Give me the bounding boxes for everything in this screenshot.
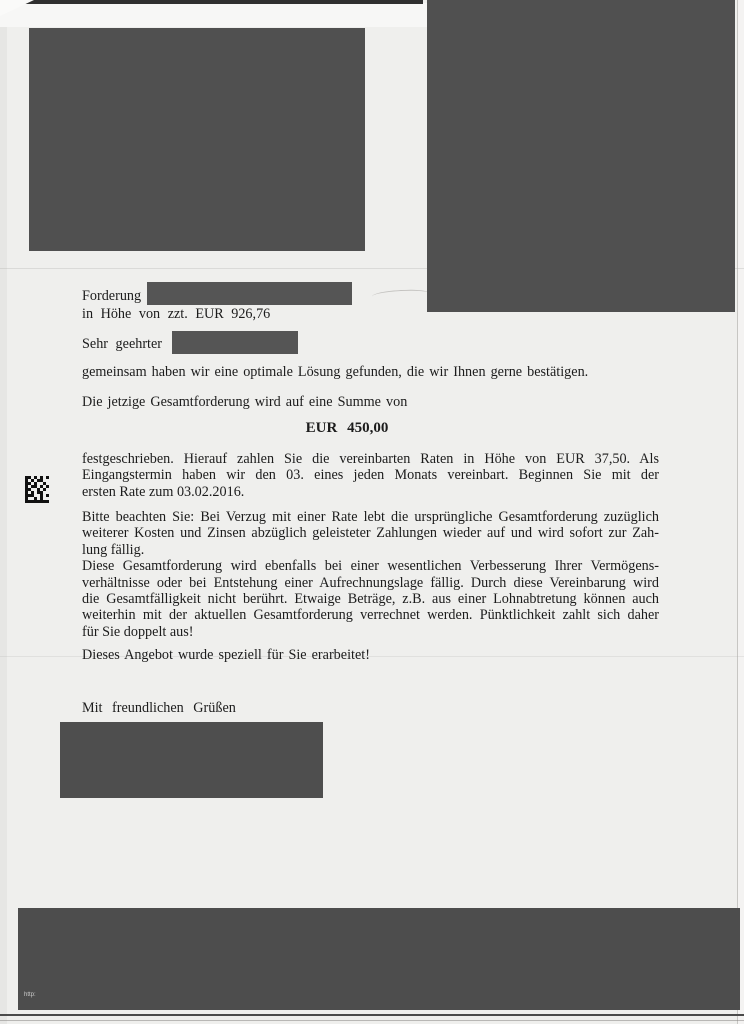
redaction-signature	[60, 722, 323, 798]
settlement-amount: EUR 450,00	[305, 420, 389, 436]
lead-in-line: Die jetzige Gesamtforderung wird auf eine Summe von	[82, 394, 408, 410]
scan-top-band	[0, 3, 427, 27]
intro-line: gemeinsam haben wir eine optimale Lösung gefunden, die wir Ihnen gerne bestätigen.	[82, 364, 589, 380]
text-line: die Gesamtfälligkeit nicht berührt. Etwaige Beträge, z.B. aus einer Lohnabtretung können auch	[82, 591, 659, 608]
scan-bottom-edge-line	[0, 1020, 744, 1021]
text-line: weiterer Kosten und Zinsen abzüglich geleisteter Zahlungen wieder auf und wird sofort zur Zah-	[82, 525, 659, 542]
text-line: Bitte beachten Sie: Bei Verzug mit einer Rate lebt die ursprüngliche Gesamtforderung zuzüglich	[82, 509, 659, 525]
scan-edge-strip	[738, 0, 744, 1024]
offer-note-line: Dieses Angebot wurde speziell für Sie erarbeitet!	[82, 647, 370, 663]
claim-amount-line: in Höhe von zzt. EUR 926,76	[82, 306, 271, 322]
text-line: ersten Rate zum 03.02.2016.	[82, 483, 245, 500]
redaction-recipient-name	[172, 331, 298, 354]
scan-edge-shade	[0, 0, 7, 1024]
scan-edge-line	[737, 0, 738, 1024]
closing-line: Mit freundlichen Grüßen	[82, 700, 236, 716]
text-line: festgeschrieben. Hierauf zahlen Sie die vereinbarten Raten in Höhe von EUR 37,50. Als	[82, 451, 659, 467]
text-line: lung fällig.	[82, 541, 145, 558]
redaction-footer-block	[18, 908, 740, 1010]
text-line: für Sie doppelt aus!	[82, 623, 194, 640]
terms-paragraph	[82, 451, 659, 500]
footer-tiny-text: http:	[24, 992, 36, 998]
salutation-line: Sehr geehrter	[82, 336, 163, 352]
reference-label: Forderung	[82, 288, 142, 304]
text-line: Eingangstermin haben wir den 03. eines jeden Monats vereinbart. Beginnen Sie mit der	[82, 467, 659, 484]
scan-bottom-edge-line	[0, 1014, 744, 1016]
text-line: weiterhin mit der aktuellen Gesamtforderung verrechnet werden. Pünktlichkeit zahlt sich daher	[82, 607, 659, 624]
scan-corner-wedge	[0, 0, 34, 16]
text-line: verhältnisse oder bei Entstehung einer Aufrechnungslage fällig. Durch diese Vereinbarung wird	[82, 574, 659, 591]
paper-crease-mark	[372, 288, 430, 301]
data-matrix-barcode-icon	[25, 476, 49, 503]
redaction-sender-letterhead-block	[427, 0, 735, 312]
redaction-reference-number	[147, 282, 352, 305]
text-line: Diese Gesamtforderung wird ebenfalls bei einer wesentlichen Verbesserung Ihrer Vermögens-	[82, 558, 659, 575]
redaction-recipient-address-block	[29, 28, 365, 251]
notice-paragraph	[82, 509, 659, 640]
scan-top-edge-strip	[8, 0, 423, 4]
